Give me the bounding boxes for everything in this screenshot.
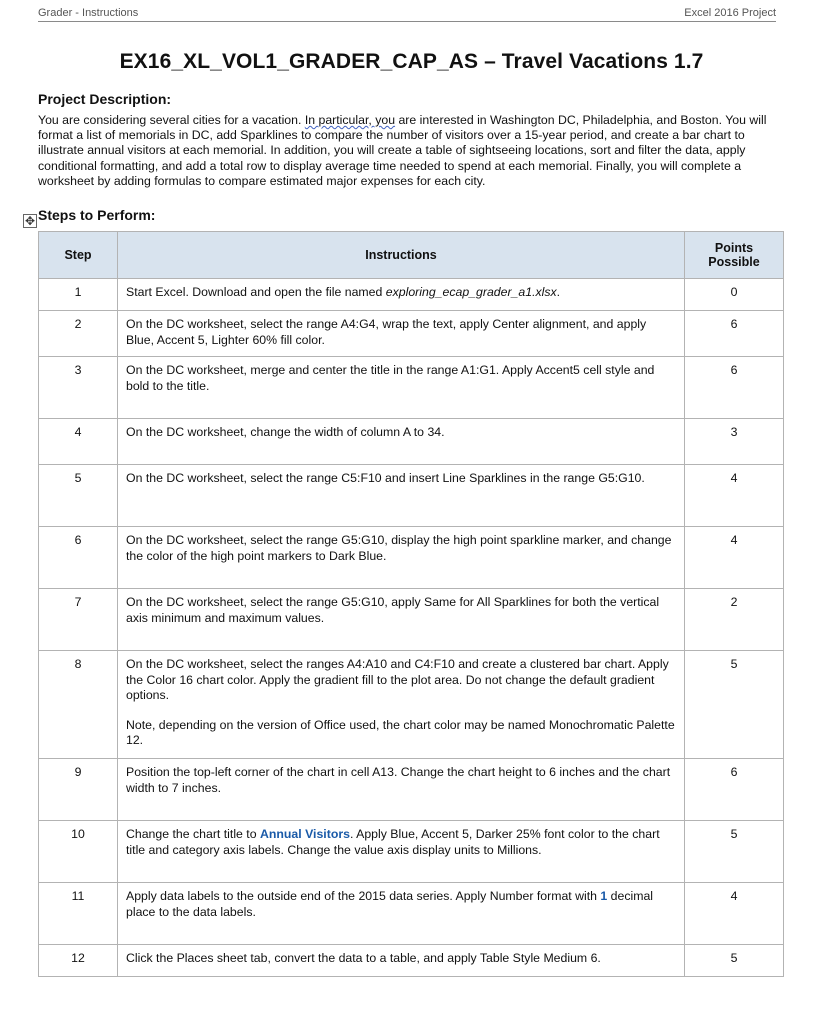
step-number: 4 — [39, 419, 118, 465]
file-name: exploring_ecap_grader_a1.xlsx — [385, 285, 557, 299]
step-number: 6 — [39, 527, 118, 589]
step-instruction: On the DC worksheet, select the range G5:G10, apply Same for All Sparklines for both the vertical axis minimum and maximum values. — [118, 589, 685, 651]
instruction-text: Start Excel. Download and open the file named — [126, 285, 386, 299]
step-points: 6 — [685, 357, 784, 419]
header-instructions: Instructions — [118, 232, 685, 279]
step-number: 2 — [39, 311, 118, 357]
step-points: 4 — [685, 527, 784, 589]
step-number: 9 — [39, 759, 118, 821]
step-instruction: On the DC worksheet, merge and center the title in the range A1:G1. Apply Accent5 cell style and bold to the title. — [118, 357, 685, 419]
instruction-text: On the DC worksheet, select the ranges A4:A10 and C4:F10 and create a clustered bar chart. Apply the Color 16 chart color. Apply the gradient fill to the plot area. Do not change the default gradient options. — [126, 657, 669, 702]
steps-table — [38, 231, 784, 977]
header-points — [685, 232, 784, 279]
table-row — [39, 945, 784, 977]
step-instruction — [118, 821, 685, 883]
document-title: EX16_XL_VOL1_GRADER_CAP_AS – Travel Vacations 1.7 — [119, 50, 704, 73]
step-instruction: On the DC worksheet, select the range A4:G4, wrap the text, apply Center alignment, and apply Blue, Accent 5, Lighter 60% fill color. — [118, 311, 685, 357]
step-points: 6 — [685, 311, 784, 357]
table-row — [39, 821, 784, 883]
project-description — [38, 113, 788, 189]
instruction-text-post: decimal place to the data labels. — [126, 889, 654, 919]
step-instruction — [118, 883, 685, 945]
header-points-line2: Possible — [708, 255, 760, 269]
step-number: 3 — [39, 357, 118, 419]
description-text-wavy: In particular, you — [304, 113, 396, 127]
table-move-handle-icon[interactable]: ✥ — [24, 214, 36, 228]
step-points: 5 — [685, 651, 784, 759]
table-row — [39, 357, 784, 419]
table-row — [39, 465, 784, 527]
table-row — [39, 419, 784, 465]
step-points: 5 — [685, 821, 784, 883]
table-row — [39, 527, 784, 589]
description-text-before: You are considering several cities for a vacation. — [38, 113, 305, 127]
instruction-note: Note, depending on the version of Office used, the chart color may be named Monochromatic Palette 12. — [126, 717, 675, 747]
step-instruction: On the DC worksheet, select the range G5:G10, display the high point sparkline marker, and change the color of the high point markers to Dark Blue. — [118, 527, 685, 589]
step-number: 7 — [39, 589, 118, 651]
step-points: 4 — [685, 465, 784, 527]
steps-heading: Steps to Perform: — [38, 207, 156, 223]
step-instruction: On the DC worksheet, select the range C5:F10 and insert Line Sparklines in the range G5:G10. — [118, 465, 685, 527]
step-instruction — [118, 651, 685, 759]
header-left: Grader - Instructions — [38, 7, 139, 19]
step-points: 5 — [685, 945, 784, 977]
step-points: 3 — [685, 419, 784, 465]
step-number: 10 — [39, 821, 118, 883]
description-text-after: are interested in Washington DC, Philadelphia, and Boston. You will format a list of memorials in DC, add Sparklines to compare the number of visitors over a 15-year period, and create a bar chart to illustrate annual visitors at each memorial. In addition, you will create a table of sightseeing locations, sort and filter the data, apply conditional formatting, and add a total row to display average time needed to spend at each memorial. Finally, you will complete a worksheet by adding formulas to compare estimated major expenses for each city. — [38, 113, 767, 188]
instruction-text-end: . — [556, 285, 561, 299]
step-instruction — [118, 279, 685, 311]
step-number: 8 — [39, 651, 118, 759]
highlight-text: 1 — [600, 889, 608, 903]
project-description-heading: Project Description: — [38, 91, 172, 107]
step-points: 4 — [685, 883, 784, 945]
header-points-line1: Points — [714, 241, 754, 255]
header-step: Step — [39, 232, 118, 279]
step-instruction: On the DC worksheet, change the width of column A to 34. — [118, 419, 685, 465]
step-number: 1 — [39, 279, 118, 311]
table-row — [39, 311, 784, 357]
step-number: 5 — [39, 465, 118, 527]
table-row — [39, 883, 784, 945]
page-header — [38, 6, 776, 22]
step-points: 2 — [685, 589, 784, 651]
step-number: 12 — [39, 945, 118, 977]
table-header-row — [39, 232, 784, 279]
table-row — [39, 759, 784, 821]
instruction-text: Change the chart title to — [126, 827, 260, 841]
table-row — [39, 651, 784, 759]
instruction-text-post: . Apply Blue, Accent 5, Darker 25% font color to the chart title and category axis labels. Change the value axis display units to Millions. — [126, 827, 660, 857]
step-instruction: Position the top-left corner of the chart in cell A13. Change the chart height to 6 inches and the chart width to 7 inches. — [118, 759, 685, 821]
step-number: 11 — [39, 883, 118, 945]
table-row — [39, 279, 784, 311]
table-row — [39, 589, 784, 651]
instruction-text: Apply data labels to the outside end of the 2015 data series. Apply Number format with — [126, 889, 601, 903]
header-right: Excel 2016 Project — [684, 7, 776, 19]
step-points: 6 — [685, 759, 784, 821]
step-instruction: Click the Places sheet tab, convert the data to a table, and apply Table Style Medium 6. — [118, 945, 685, 977]
highlight-text: Annual Visitors — [259, 827, 350, 841]
step-points: 0 — [685, 279, 784, 311]
